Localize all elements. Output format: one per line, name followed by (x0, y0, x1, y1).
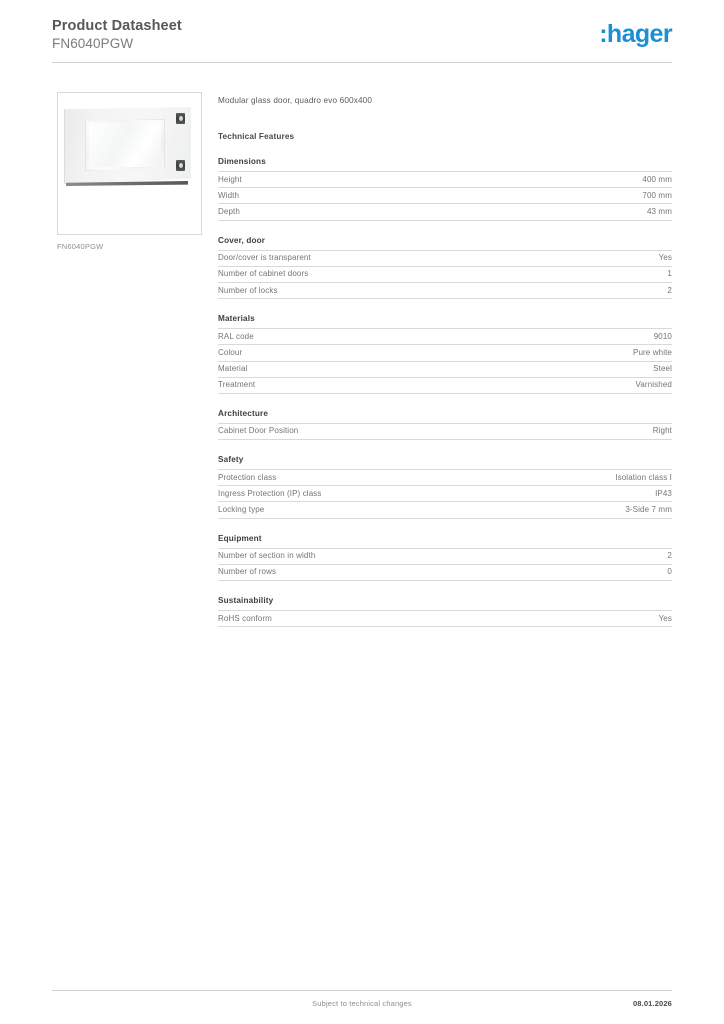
spec-section (218, 596, 672, 627)
technical-features-heading: Technical Features (218, 132, 295, 141)
lock-icon-top (176, 113, 185, 124)
hager-logo: :hager (599, 20, 672, 48)
spec-table (218, 610, 672, 627)
product-image (57, 92, 202, 235)
table-row (218, 361, 672, 377)
footer-divider (52, 990, 672, 991)
table-row (218, 172, 672, 188)
spec-table (218, 548, 672, 581)
page-footer (52, 999, 672, 1011)
spec-value: 400 mm (642, 174, 672, 184)
title-block (52, 18, 182, 52)
spec-section-title: Cover, door (218, 235, 266, 245)
spec-label: Locking type (218, 505, 265, 515)
table-row (218, 188, 672, 204)
lock-icon-bottom (176, 160, 185, 171)
specifications-column (218, 95, 672, 627)
spec-label: RAL code (218, 331, 254, 341)
spec-value: 1 (667, 269, 672, 279)
spec-label: Number of section in width (218, 551, 316, 561)
spec-value: 3-Side 7 mm (625, 505, 672, 515)
spec-section-title: Architecture (218, 408, 269, 418)
spec-value: 700 mm (642, 190, 672, 200)
spec-label: Cabinet Door Position (218, 426, 299, 436)
page-header (52, 18, 672, 64)
spec-value: Yes (658, 253, 672, 263)
table-row (218, 377, 672, 393)
table-row (218, 329, 672, 345)
spec-label: Number of cabinet doors (218, 269, 309, 279)
table-row (218, 486, 672, 502)
product-reference: FN6040PGW (52, 36, 134, 51)
spec-value: 2 (667, 551, 672, 561)
table-row (218, 266, 672, 282)
spec-label: Treatment (218, 380, 256, 390)
spec-value: Steel (653, 364, 672, 374)
table-row (218, 282, 672, 298)
spec-label: Number of rows (218, 567, 277, 577)
table-row (218, 423, 672, 439)
spec-table (218, 171, 672, 221)
spec-value: 43 mm (646, 206, 672, 216)
spec-section (218, 236, 672, 300)
spec-section (218, 455, 672, 519)
table-row (218, 502, 672, 518)
table-row (218, 250, 672, 266)
door-body (64, 107, 191, 184)
spec-table (218, 469, 672, 519)
spec-label: RoHS conform (218, 613, 272, 623)
spec-value: Pure white (633, 347, 672, 357)
door-glass-panel (85, 119, 165, 171)
spec-value: Isolation class I (615, 472, 672, 482)
spec-section (218, 314, 672, 394)
spec-value: Yes (658, 613, 672, 623)
table-row (218, 470, 672, 486)
spec-section (218, 157, 672, 221)
product-name: Modular glass door, quadro evo 600x400 (218, 96, 373, 105)
spec-sections (218, 157, 672, 627)
spec-label: Protection class (218, 472, 277, 482)
table-row (218, 345, 672, 361)
spec-label: Material (218, 364, 248, 374)
spec-table (218, 423, 672, 440)
spec-label: Ingress Protection (IP) class (218, 488, 322, 498)
spec-value: 2 (667, 285, 672, 295)
spec-value: Varnished (635, 380, 672, 390)
spec-label: Width (218, 190, 240, 200)
footer-date: 08.01.2026 (632, 999, 672, 1008)
spec-section-title: Dimensions (218, 157, 266, 166)
spec-section-title: Materials (218, 314, 255, 324)
spec-table (218, 328, 672, 394)
product-image-caption: FN6040PGW (57, 242, 104, 251)
spec-value: IP43 (655, 488, 672, 498)
spec-value: Right (652, 426, 672, 436)
glass-door-illustration (64, 107, 190, 187)
table-row (218, 564, 672, 580)
footer-note: Subject to technical changes (312, 999, 412, 1008)
spec-table (218, 250, 672, 300)
product-figure (57, 92, 202, 251)
table-row (218, 548, 672, 564)
spec-section-title: Equipment (218, 533, 262, 543)
header-divider (52, 62, 672, 63)
spec-label: Door/cover is transparent (218, 253, 311, 263)
spec-label: Height (218, 174, 242, 184)
table-row (218, 204, 672, 220)
spec-section-title: Safety (218, 455, 244, 465)
spec-value: 9010 (653, 331, 672, 341)
door-glass-inner (89, 123, 161, 167)
table-row (218, 611, 672, 627)
spec-section (218, 409, 672, 440)
spec-label: Colour (218, 347, 243, 357)
spec-section-title: Sustainability (218, 596, 274, 605)
spec-label: Depth (218, 206, 240, 216)
page-title: Product Datasheet (52, 18, 182, 34)
spec-section (218, 534, 672, 581)
spec-label: Number of locks (218, 285, 278, 295)
spec-value: 0 (667, 567, 672, 577)
